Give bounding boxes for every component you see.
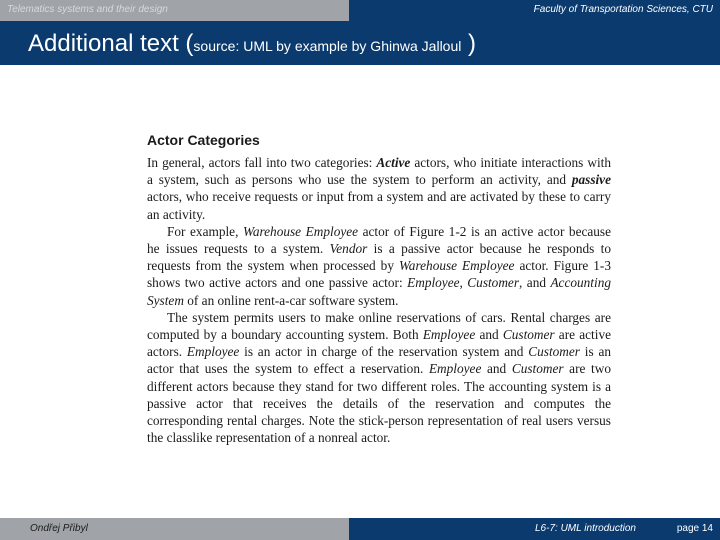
p2-warehouse-term: Warehouse Employee: [242, 223, 359, 239]
p2-text-1: For example,: [167, 223, 243, 239]
paragraph-2: [147, 223, 611, 309]
footer-left-panel: [0, 518, 349, 540]
p2-text-5: ,: [459, 275, 468, 291]
p3-employee-term-2: Employee: [186, 344, 240, 360]
p1-passive-term: passive: [571, 172, 611, 188]
header-bar: [0, 0, 720, 21]
p3-text-7: are two different actors because they stand for two different roles. The accounting system is a passive actor that receives the details of the reservation and computes the corresponding rental charges. Note the stick-person representation of real users versus the classlike representation of a nonreal actor.: [147, 361, 611, 446]
header-right-panel: [349, 0, 720, 21]
p1-text-1: In general, actors fall into two categories:: [147, 155, 377, 170]
paragraph-1: [147, 154, 611, 223]
scanned-text-excerpt: [147, 132, 611, 446]
p3-text-4: is an actor in charge of the reservation system and: [239, 344, 529, 360]
p3-text-1: The system permits users to make online reservations of cars. Rental charges are computed by a boundary accounting system. Both: [147, 309, 611, 343]
p3-text-5: is an actor that uses the system to effect a reservation.: [147, 344, 612, 377]
p1-text-3: actors, who receive requests or input from a system and are activated by these to carry an activity.: [147, 189, 611, 222]
slide-title-close: ): [461, 30, 477, 57]
p2-text-7: of an online rent-a-car software system.: [183, 292, 399, 308]
p2-text-6: , and: [519, 275, 551, 291]
p3-employee-term-3: Employee: [428, 361, 482, 377]
p3-employee-term: Employee: [422, 327, 476, 343]
course-title: Telematics systems and their design: [7, 4, 168, 15]
author-name: Ondřej Přibyl: [30, 523, 88, 534]
title-band: [0, 21, 720, 65]
p2-warehouse-term-2: Warehouse Employee: [398, 258, 515, 274]
p2-accounting-term: Accounting System: [147, 275, 611, 308]
faculty-name: Faculty of Transportation Sciences, CTU: [533, 4, 713, 15]
p3-text-2: and: [475, 327, 503, 343]
p3-text-3: are active actors.: [147, 327, 611, 360]
p1-text-2: actors, who initiate interactions with a system, such as persons who use the system to perform an activity, and: [147, 155, 611, 188]
p1-active-term: Active: [376, 155, 411, 170]
p3-customer-term-3: Customer: [511, 361, 564, 377]
section-heading: Actor Categories: [147, 132, 260, 148]
p3-customer-term: Customer: [502, 327, 555, 343]
p3-customer-term-2: Customer: [528, 344, 580, 360]
slide-title-source: source: UML by example by Ghinwa Jalloul: [193, 38, 462, 54]
lecture-title: L6-7: UML introduction: [535, 523, 636, 534]
p2-employee-term: Employee: [407, 275, 460, 291]
p2-text-4: actor. Figure 1-3 shows two active actors and one passive actor:: [147, 258, 611, 291]
p3-text-6: and: [481, 361, 512, 377]
footer-bar: [0, 518, 720, 540]
p2-customer-term: Customer: [467, 275, 520, 291]
paragraph-3: [147, 309, 611, 447]
p2-text-2: actor of Figure 1-2 is an active actor because he issues requests to a system.: [147, 223, 612, 257]
header-left-panel: [0, 0, 349, 21]
page-number: page 14: [676, 523, 713, 534]
footer-right-panel: [349, 518, 720, 540]
slide-title-main: Additional text (: [28, 30, 194, 57]
p2-vendor-term: Vendor: [329, 241, 368, 257]
p2-text-3: is a passive actor because he responds to requests from the system when processed by: [147, 241, 611, 274]
slide-title: [28, 30, 476, 58]
